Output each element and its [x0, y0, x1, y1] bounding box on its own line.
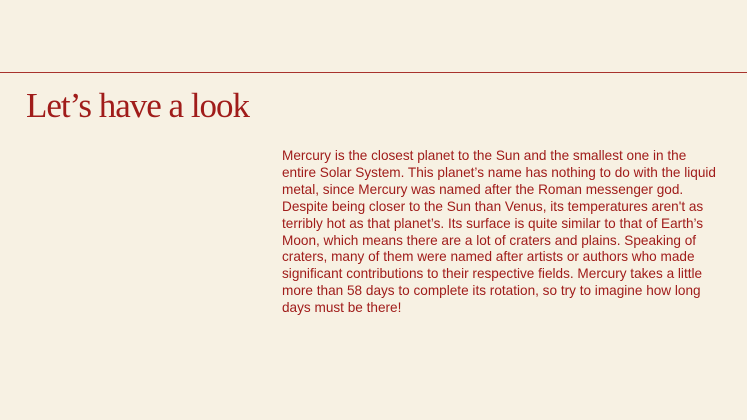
- horizontal-divider: [0, 72, 747, 73]
- body-paragraph: Mercury is the closest planet to the Sun and the smallest one in the entire Solar System. This planet’s name has nothing to do with the liquid metal, since Mercury was named after the Roman messenger god. Despite being closer to the Sun than Venus, its temperatures aren't as terribly hot as that planet’s. Its surface is quite similar to that of Earth’s Moon, which means there are a lot of craters and plains. Speaking of craters, many of them were named after artists or authors who made significant contributions to their respective fields. Mercury takes a little more than 58 days to complete its rotation, so try to imagine how long days must be there!: [282, 148, 716, 316]
- slide-title: Let’s have a look: [26, 86, 250, 125]
